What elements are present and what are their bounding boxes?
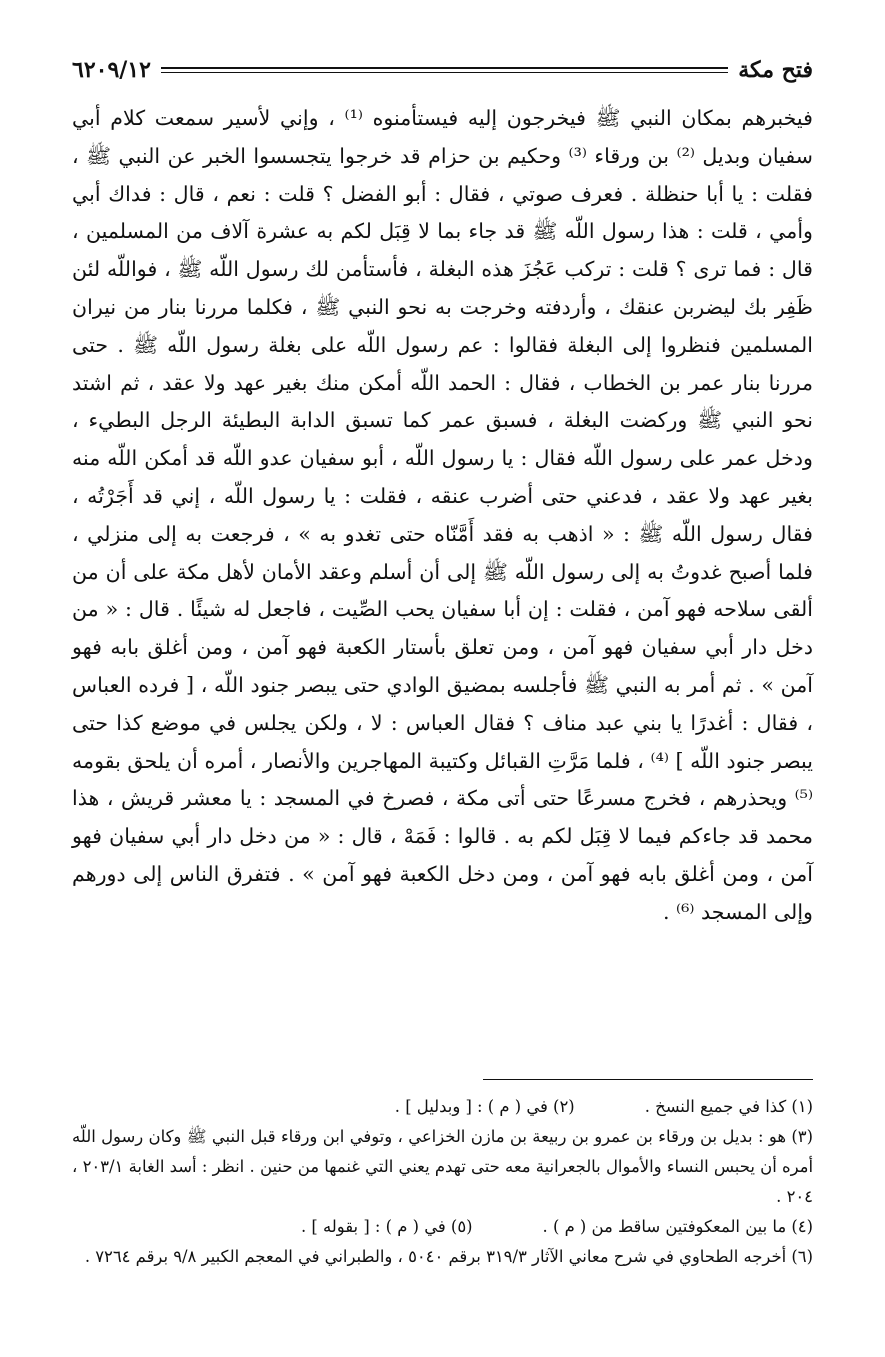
header-rule (161, 67, 728, 73)
footnote-2: (٢) في ( م ) : [ وبدليل ] . (394, 1097, 575, 1116)
footnote-row (72, 1212, 813, 1242)
main-text (72, 100, 813, 932)
page-number: ٦٢٠٩/١٢ (72, 57, 151, 83)
chapter-title: فتح مكة (738, 57, 813, 83)
footnote-separator (483, 1079, 813, 1080)
body-paragraph: فيخبرهم بمكان النبي ﷺ فيخرجون إليه فيستأمنوه ⁽¹⁾ ، وإني لأسير سمعت كلام أبي سفيان وبديل ⁽²⁾ بن ورقاء ⁽³⁾ وحكيم بن حزام قد خرجوا يتجسسوا الخبر عن النبي ﷺ ، فقلت : يا أبا حنظلة . فعرف صوتي ، فقال : أبو الفضل ؟ قلت : نعم ، قال : فداك أبي وأمي ، قلت : هذا رسول اللّه ﷺ قد جاء بما لا قِبَل لكم به عشرة آلاف من المسلمين ، قال : فما ترى ؟ قلت : تركب عَجُزَ هذه البغلة ، فأستأمن لك رسول اللّه ﷺ ، فواللّه لئن ظَفِر بك ليضربن عنقك ، وأردفته وخرجت به نحو النبي ﷺ ، فكلما مررنا بنار من نيران المسلمين فنظروا إلى البغلة فقالوا : عم رسول اللّه على بغلة رسول اللّه ﷺ . حتى مررنا بنار عمر بن الخطاب ، فقال : الحمد اللّه أمكن منك بغير عهد ولا عقد ، ثم اشتد نحو النبي ﷺ وركضت البغلة ، فسبق عمر كما تسبق الدابة البطيئة الرجل البطيء ، ودخل عمر على رسول اللّه فقال : يا رسول اللّه ، أبو سفيان عدو اللّه قد أمكن اللّه منه بغير عهد ولا عقد ، فدعني حتى أضرب عنقه ، فقلت : يا رسول اللّه ، إني قد أَجَرْتُه ، فقال رسول اللّه ﷺ : « اذهب به فقد أَمَّنّاه حتى تغدو به » ، فرجعت به إلى منزلي ، فلما أصبح غدوتُ به إلى رسول اللّه ﷺ إلى أن أسلم وعقد الأمان لأهل مكة على أن من ألقى سلاحه فهو آمن ، فقلت : إن أبا سفيان يحب الصِّيت ، فاجعل له شيئًا . قال : « من دخل دار أبي سفيان فهو آمن ، ومن تعلق بأستار الكعبة فهو آمن ، ومن أغلق بابه فهو آمن » . ثم أمر به النبي ﷺ فأجلسه بمضيق الوادي حتى يبصر جنود اللّه ، [ فرده العباس ، فقال : أغدرًا يا بني عبد مناف ؟ فقال العباس : لا ، ولكن يجلس في موضع كذا حتى يبصر جنود اللّه ] ⁽⁴⁾ ، فلما مَرَّتِ القبائل وكتيبة المهاجرين والأنصار ، أمره أن يلحق بقومه ⁽⁵⁾ ويحذرهم ، فخرج مسرعًا حتى أتى مكة ، فصرخ في المسجد : يا معشر قريش ، هذا محمد قد جاءكم فيما لا قِبَل لكم به . قالوا : فَمَهْ ، قال : « من دخل دار أبي سفيان فهو آمن ، ومن أغلق بابه فهو آمن ، ومن دخل الكعبة فهو آمن » . فتفرق الناس إلى دورهم وإلى المسجد ⁽⁶⁾ . (72, 106, 814, 924)
footnote-3: (٣) هو : بديل بن ورقاء بن عمرو بن ربيعة بن مازن الخزاعي ، وتوفي ابن ورقاء قبل النبي ﷺ وكان رسول اللّه أمره أن يحبس النساء والأموال بالجعرانية معه حتى تهدم يعني التي غنمها من حنين . انظر : أسد الغابة ٢٠٣/١ ، ٢٠٤ . (72, 1127, 813, 1206)
footnote-5: (٥) في ( م ) : [ بقوله ] . (300, 1217, 473, 1236)
page-header (72, 52, 813, 88)
footnote-row (72, 1092, 813, 1122)
footnote-4: (٤) ما بين المعكوفتين ساقط من ( م ) . (542, 1217, 813, 1236)
footnote-1: (١) كذا في جميع النسخ . (644, 1097, 813, 1116)
footnotes (72, 1092, 813, 1272)
footnote-6: (٦) أخرجه الطحاوي في شرح معاني الآثار ٣١٩/٣ برقم ٥٠٤٠ ، والطبراني في المعجم الكبير ٩/٨ برقم ٧٢٦٤ . (84, 1247, 813, 1266)
